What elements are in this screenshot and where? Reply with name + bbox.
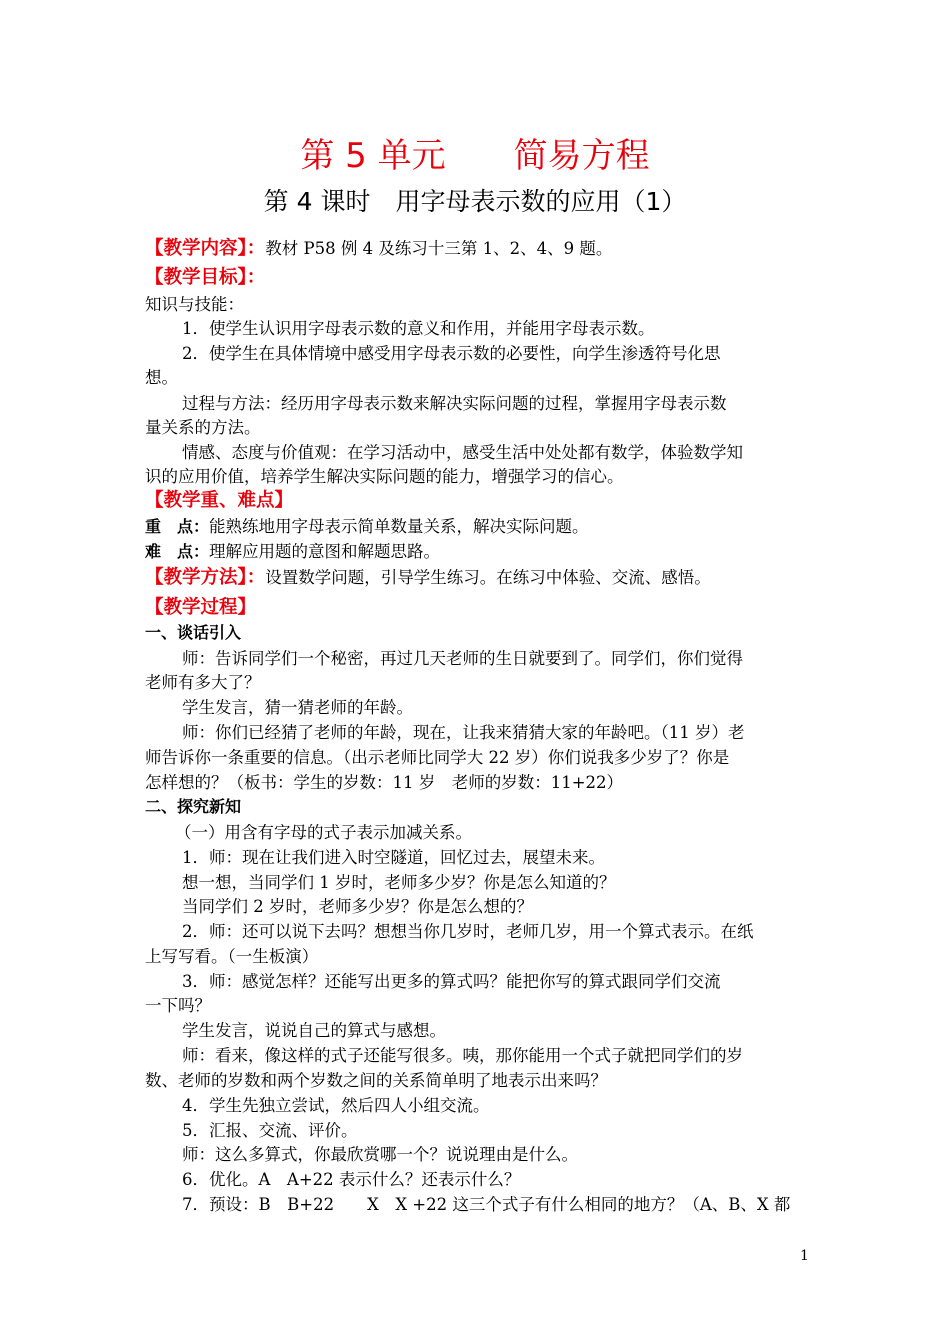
paragraph: 怎样想的？（板书：学生的岁数：11 岁 老师的岁数：11+22）: [145, 773, 624, 792]
paragraph: 4．学生先独立尝试，然后四人小组交流。: [182, 1096, 490, 1115]
paragraph: 2．师：还可以说下去吗？想想当你几岁时，老师几岁，用一个算式表示。在纸: [182, 922, 754, 941]
objective-1: 1．使学生认识用字母表示数的意义和作用，并能用字母表示数。: [182, 319, 655, 338]
paragraph: 数、老师的岁数和两个岁数之间的关系简单明了地表示出来吗？: [145, 1071, 607, 1090]
paragraph: 师：这么多算式，你最欣赏哪一个？说说理由是什么。: [182, 1145, 578, 1164]
paragraph: 学生发言，猜一猜老师的年龄。: [182, 698, 413, 717]
paragraph: 上写写看。（一生板演）: [145, 947, 319, 966]
process-method: 过程与方法：经历用字母表示数来解决实际问题的过程，掌握用字母表示数: [182, 394, 727, 413]
knowledge-heading: 知识与技能：: [145, 295, 244, 314]
key-text: 能熟练地用字母表示简单数量关系，解决实际问题。: [209, 517, 589, 536]
paragraph: 学生发言，说说自己的算式与感想。: [182, 1021, 446, 1040]
difficulty-label: 难 点：: [145, 542, 210, 561]
unit-title: 第 5 单元 简易方程: [300, 136, 650, 176]
method-line: [145, 563, 711, 589]
page-number: 1: [800, 1248, 809, 1264]
paragraph: 老师有多大了？: [145, 673, 261, 692]
difficulty-text: 理解应用题的意图和解题思路。: [209, 542, 441, 561]
objectives-label: 【教学目标】：: [145, 267, 266, 288]
paragraph: （一）用含有字母的式子表示加减关系。: [175, 823, 472, 842]
keypoints-line: [145, 486, 293, 512]
key-label: 重 点：: [145, 517, 210, 536]
attitude-values-cont: 识的应用价值，培养学生解决实际问题的能力，增强学习的信心。: [145, 467, 624, 486]
paragraph: 师：告诉同学们一个秘密，再过几天老师的生日就要到了。同学们，你们觉得: [182, 649, 743, 668]
paragraph: 5．汇报、交流、评价。: [182, 1121, 358, 1140]
paragraph: 7．预设：B B+22 X X +22 这三个式子有什么相同的地方？（A、B、X 都: [182, 1195, 791, 1214]
paragraph: 想一想，当同学们 1 岁时，老师多少岁？你是怎么知道的？: [182, 873, 616, 892]
keypoints-label: 【教学重、难点】: [145, 490, 294, 511]
method-text: 设置数学问题，引导学生练习。在练习中体验、交流、感悟。: [265, 568, 711, 587]
paragraph: 师：你们已经猜了老师的年龄，现在，让我来猜猜大家的年龄吧。（11 岁）老: [182, 723, 745, 742]
attitude-values: 情感、态度与价值观：在学习活动中，感受生活中处处都有数学，体验数学知: [182, 443, 743, 462]
process-method-cont: 量关系的方法。: [145, 418, 261, 437]
content-label: 【教学内容】：: [145, 238, 266, 259]
objective-2: 2．使学生在具体情境中感受用字母表示数的必要性，向学生渗透符号化思: [182, 344, 721, 363]
paragraph: 师告诉你一条重要的信息。（出示老师比同学大 22 岁）你们说我多少岁了？你是: [145, 748, 730, 767]
lesson-title: 第 4 课时 用字母表示数的应用（1）: [263, 187, 687, 216]
paragraph: 1．师：现在让我们进入时空隧道，回忆过去，展望未来。: [182, 848, 605, 867]
paragraph: 3．师：感觉怎样？还能写出更多的算式吗？能把你写的算式跟同学们交流: [182, 972, 721, 991]
method-label: 【教学方法】：: [145, 567, 266, 588]
process-heading-line: [145, 593, 256, 619]
key-point-line: [145, 513, 589, 537]
content-line: [145, 234, 612, 260]
paragraph: 6．优化。A A+22 表示什么？还表示什么？: [182, 1170, 521, 1189]
section-1-heading: 一、谈话引入: [145, 623, 242, 642]
objectives-line: [145, 263, 265, 289]
paragraph: 师：看来，像这样的式子还能写很多。咦，那你能用一个式子就把同学们的岁: [182, 1046, 743, 1065]
paragraph: 一下吗？: [145, 996, 211, 1015]
section-2-heading: 二、探究新知: [145, 797, 242, 816]
process-label: 【教学过程】: [145, 597, 257, 618]
difficulty-line: [145, 538, 440, 562]
objective-2-cont: 想。: [145, 368, 178, 387]
content-text: 教材 P58 例 4 及练习十三第 1、2、4、9 题。: [265, 239, 613, 258]
paragraph: 当同学们 2 岁时，老师多少岁？你是怎么想的？: [182, 897, 533, 916]
